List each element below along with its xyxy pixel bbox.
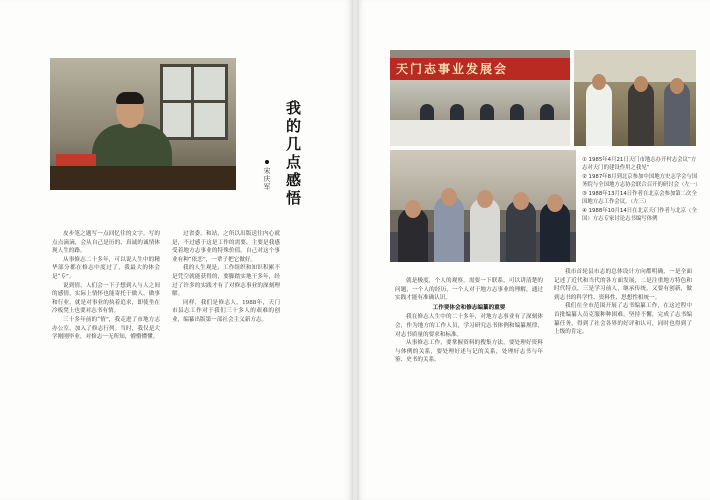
caption: ③ 1988年13月14日作者在北京会参加第二次全国地方志工作会议。（左三）: [582, 191, 697, 205]
paragraph: 就是极度，个人的观察，需要一下联系，可以讲清楚的问题，一个人的经历，一个人对于地方志事业的理解，通过实践才能有准确认识。: [395, 278, 543, 302]
paragraph: 皮步笔之题写一点回忆往的文字。写的点点滴滴，会从自己是历的、真诚的诚情体现人生的路。: [52, 231, 160, 255]
paragraph: 我们在全市范围开展了志书编纂工作，在这过程中首批编纂人员克服种种困难，坚持不懈，完成了志书编纂任务，得到了社会各界的好评和认可，同时也得到了上级的肯定。: [554, 303, 692, 336]
left-page: [0, 0, 353, 500]
left-text-column-2: [172, 230, 280, 325]
photo-captions: [582, 156, 700, 224]
left-text-column-1: [52, 230, 160, 342]
section-subheading: 工作要体会和修志编纂的重要: [432, 304, 506, 311]
right-text-column-2: [554, 268, 692, 337]
article-author: 宋庆军: [262, 160, 272, 191]
bullet-icon: [265, 160, 269, 164]
paragraph: 从事修志工作，要掌握资料的搜集方法，要处理好资料与体例的关系，要处理好述与记的关系，处理好志书与年鉴、史书的关系。: [395, 340, 543, 364]
paragraph: 说到情，人们会一下子想到人与人之间的感情，实际上情怀也能寄托于做人、做事和行业，就是对事业的执着追求，即使坐在冷板凳上也要对志书有情。: [52, 282, 160, 315]
paragraph: 我的人生观是，工作组织和知识积累不是凭空就能获得的，要脚踏实地干多年，经过了许多的实践才有了对修志事业的深刻理解。: [172, 265, 280, 298]
field-visit-photo: [574, 50, 696, 146]
caption: ④ 1988年10月14日在北京天门作者与北京（全国）方志专家讨论志书编写体例: [582, 208, 697, 222]
paragraph: 我市首轮县市志的总体设计方向都明确，一是全面记述了近代和当代的各方面发展，二是注重地方特色和时代特点，三是学习前人，继承传统，又要有创新，做到志书的科学性、资料性、思想性相统一。: [554, 269, 692, 301]
meeting-photo: [390, 50, 570, 146]
group-photo: [390, 150, 576, 262]
paragraph: 同样，我们是修志人。1988年，天门市县志工作对于我们三十多人的艰难的创业，编纂出版第一部社会主义新方志。: [172, 299, 280, 323]
caption: ① 1985年4月21日天门市地志办开村志会议“方志对天门的建设作用之我见”: [582, 157, 697, 171]
caption: ② 1987年8月到北京参加中国地方史志学会与国务院与全国地方志协会联合召开的研讨会（左一）: [582, 174, 701, 188]
paragraph: 过省委、和站，之所以出版送往内心就是，不过感于这是工作的需要，主要是我感受着地方志事业的特殊价值。自己对这个事业有种“依恋”，一辈子把它做好。: [172, 231, 280, 263]
right-text-column-1: [395, 277, 543, 365]
paragraph: 我在修志人生中的二十多年，对地方志事业有了深刻体会，作为地方的工作人员，学习研究志书体例和编纂规律，对志书质量的要求和标准。: [395, 314, 543, 338]
paragraph: 三十多年前的“情”，我走进了市地方志办公室，加入了修志行列。当时，我仅是大学刚刚毕业，对修志一无所知，懵懵懂懂。: [52, 316, 160, 341]
meeting-banner: 天门志事业发展会: [390, 58, 570, 80]
article-title: 我的几点感悟: [284, 100, 302, 208]
paragraph: 从事修志二十多年，可以说人生中的精华部分都在修志中度过了，我最大的体会是“专”。: [52, 256, 160, 280]
author-office-photo: [50, 58, 236, 190]
